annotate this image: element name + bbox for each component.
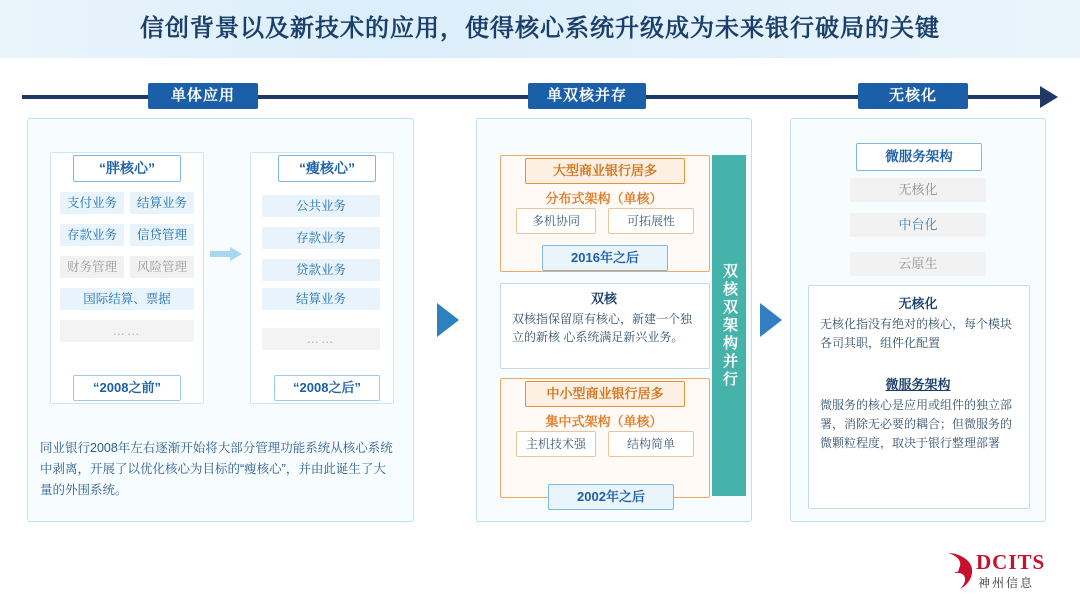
dual-architecture-sidebar-label: 双核双架构并行: [721, 262, 738, 389]
dualcore-note-text: 双核指保留原有核心，新建一个独立的新核 心系统满足新兴业务。: [512, 312, 693, 344]
fat-core-cell: 财务管理: [60, 256, 124, 278]
fat-core-cell: 国际结算、票据: [60, 288, 194, 310]
thin-core-period-label: “2008之后”: [274, 375, 380, 401]
large-bank-year: 2016年之后: [542, 245, 668, 271]
phase-tag-monolith: 单体应用: [148, 83, 258, 109]
fat-core-cell: 风险管理: [130, 256, 194, 278]
coreless-cell: 云原生: [850, 252, 986, 276]
thin-core-cell: 贷款业务: [262, 259, 380, 281]
large-bank-feature: 多机协同: [516, 208, 596, 234]
large-bank-feature: 可拓展性: [608, 208, 694, 234]
brand-logo-text: [942, 549, 1062, 593]
brand-name-cn: 神州信息: [978, 576, 1035, 590]
fat-core-period-label: “2008之前”: [73, 375, 181, 401]
fat-core-box: [50, 152, 204, 404]
thin-core-cell-ellipsis: ……: [262, 328, 380, 350]
thin-core-cell: 存款业务: [262, 227, 380, 249]
coreless-note-text-1: 无核化指没有绝对的核心，每个模块各司其职，组件化配置: [820, 317, 1013, 350]
microservice-title: 微服务架构: [856, 143, 982, 171]
small-bank-title: 中小型商业银行居多: [525, 381, 685, 407]
phase-tag-dualcore: 单双核并存: [528, 83, 646, 109]
coreless-cell: 中台化: [850, 213, 986, 237]
large-bank-subtitle: 分布式架构（单核）: [545, 191, 663, 206]
thin-core-cell: 公共业务: [262, 195, 380, 217]
brand-name: DCITS: [976, 550, 1046, 574]
dualcore-note-title: 双核: [590, 291, 617, 306]
large-bank-title: 大型商业银行居多: [525, 158, 685, 184]
small-bank-year: 2002年之后: [548, 484, 674, 510]
phase-tag-coreless: 无核化: [858, 83, 968, 109]
timeline-arrow-icon: [1040, 86, 1058, 108]
dual-architecture-sidebar: [712, 155, 746, 496]
small-bank-feature: 主机技术强: [516, 431, 596, 457]
small-bank-feature: 结构简单: [608, 431, 694, 457]
coreless-cell: 无核化: [850, 178, 986, 202]
page-header: [0, 0, 1080, 58]
small-bank-subtitle: 集中式架构（单核）: [545, 414, 663, 429]
transform-arrow-icon: [210, 247, 242, 261]
coreless-note-heading-2: 微服务架构: [885, 377, 951, 392]
stage-arrow-1-icon: [437, 303, 459, 337]
thin-core-title: “瘦核心”: [278, 155, 376, 182]
stage-arrow-2-icon: [760, 303, 782, 337]
fat-core-cell: 结算业务: [130, 192, 194, 214]
thin-core-cell: 结算业务: [262, 288, 380, 310]
coreless-note-heading-1: 无核化: [898, 296, 938, 311]
fat-core-cell: 存款业务: [60, 224, 124, 246]
fat-core-cell-ellipsis: ……: [60, 320, 194, 342]
fat-core-title: “胖核心”: [73, 155, 181, 182]
fat-core-cell: 支付业务: [60, 192, 124, 214]
coreless-note-text-2: 微服务的核心是应用或组件的独立部署，消除无必要的耦合；但微服务的微颗粒程度，取决于银行整理部署: [820, 398, 1013, 450]
panel-monolith-description: 同业银行2008年左右逐渐开始将大部分管理功能系统从核心系统中剥离，开展了以优化核心为目标的“瘦核心”，并由此诞生了大量的外围系统。: [40, 441, 393, 497]
fat-core-cell: 信贷管理: [130, 224, 194, 246]
page-title: 信创背景以及新技术的应用，使得核心系统升级成为未来银行破局的关键: [140, 15, 940, 42]
